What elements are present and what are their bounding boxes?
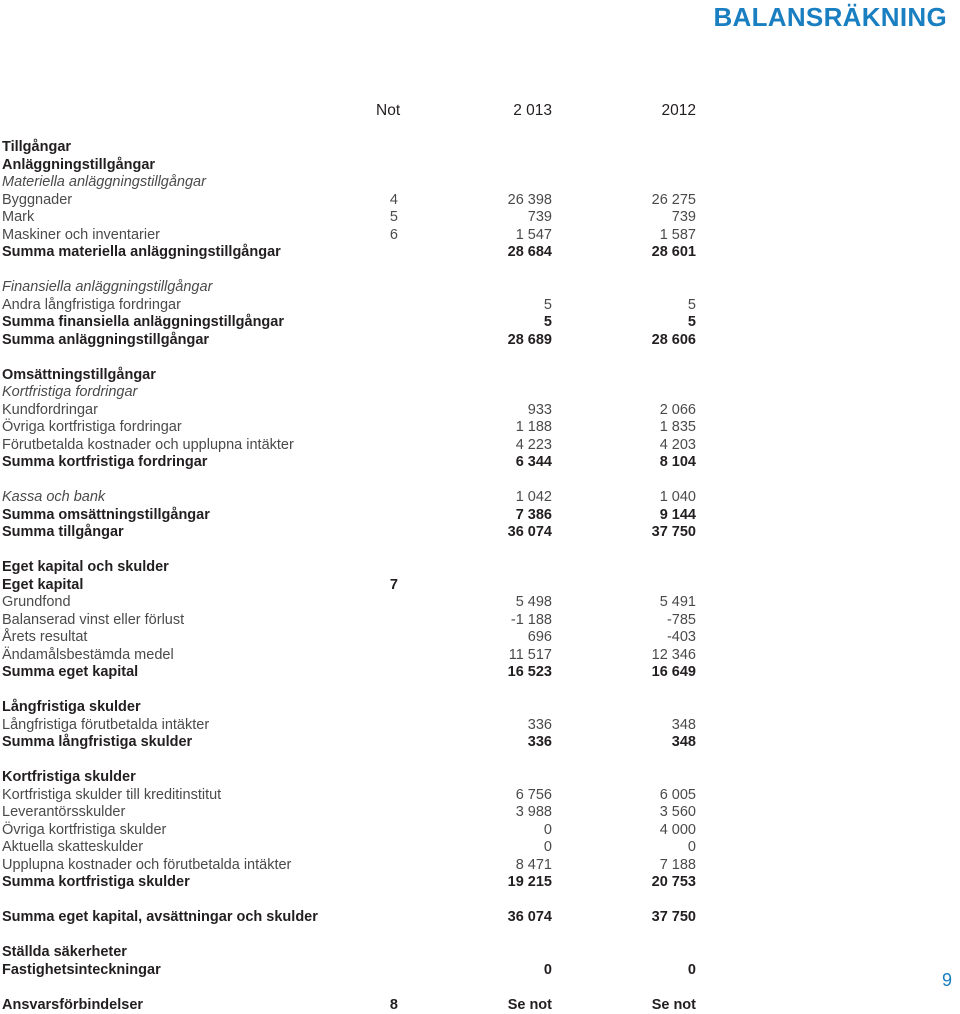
- row-value-year-2: 348: [584, 717, 696, 735]
- row-value-year-1: 28 684: [440, 244, 552, 262]
- row-value-year-1: 1 042: [440, 489, 552, 507]
- row-spacer: [0, 262, 700, 280]
- row-label: Summa anläggningstillgångar: [2, 332, 209, 350]
- row-value-year-1: 16 523: [440, 664, 552, 682]
- page-number: 9: [942, 970, 952, 991]
- row-value-year-1: 11 517: [440, 647, 552, 665]
- table-row: [0, 699, 700, 717]
- row-note: 5: [378, 209, 398, 227]
- row-spacer: [0, 349, 700, 367]
- table-row: [0, 279, 700, 297]
- row-label: Omsättningstillgångar: [2, 367, 156, 385]
- table-row: [0, 577, 700, 595]
- row-note: 8: [378, 997, 398, 1014]
- row-value-year-2: 0: [584, 962, 696, 980]
- row-label: Långfristiga förutbetalda intäkter: [2, 717, 209, 735]
- row-label: Ställda säkerheter: [2, 944, 127, 962]
- row-spacer: [0, 472, 700, 490]
- row-value-year-1: Se not: [440, 997, 552, 1014]
- table-row: [0, 664, 700, 682]
- row-value-year-2: 4 000: [584, 822, 696, 840]
- row-value-year-1: 1 547: [440, 227, 552, 245]
- table-row: [0, 909, 700, 927]
- row-value-year-2: 5 491: [584, 594, 696, 612]
- table-row: [0, 647, 700, 665]
- row-value-year-1: -1 188: [440, 612, 552, 630]
- row-value-year-2: 37 750: [584, 524, 696, 542]
- row-value-year-2: 739: [584, 209, 696, 227]
- row-value-year-2: 2 066: [584, 402, 696, 420]
- row-label: Eget kapital: [2, 577, 83, 595]
- row-label: Maskiner och inventarier: [2, 227, 160, 245]
- row-spacer: [0, 892, 700, 910]
- row-value-year-2: 1 587: [584, 227, 696, 245]
- table-row: [0, 839, 700, 857]
- row-value-year-1: 696: [440, 629, 552, 647]
- table-row: [0, 384, 700, 402]
- table-row: [0, 769, 700, 787]
- row-label: Summa finansiella anläggningstillgångar: [2, 314, 284, 332]
- row-value-year-1: 0: [440, 839, 552, 857]
- row-label: Summa tillgångar: [2, 524, 124, 542]
- row-value-year-1: 336: [440, 734, 552, 752]
- row-value-year-2: 6 005: [584, 787, 696, 805]
- row-label: Årets resultat: [2, 629, 87, 647]
- table-row: [0, 332, 700, 350]
- table-row: [0, 997, 700, 1014]
- row-note: 4: [378, 192, 398, 210]
- table-row: [0, 402, 700, 420]
- row-value-year-2: -403: [584, 629, 696, 647]
- row-label: Grundfond: [2, 594, 71, 612]
- column-header-year-2: 2012: [584, 102, 696, 120]
- row-value-year-1: 26 398: [440, 192, 552, 210]
- row-label: Summa materiella anläggningstillgångar: [2, 244, 281, 262]
- table-row: [0, 157, 700, 175]
- row-label: Leverantörsskulder: [2, 804, 125, 822]
- row-label: Kortfristiga fordringar: [2, 384, 137, 402]
- row-value-year-2: 1 835: [584, 419, 696, 437]
- row-value-year-2: 28 606: [584, 332, 696, 350]
- row-value-year-1: 336: [440, 717, 552, 735]
- table-row: [0, 314, 700, 332]
- table-row: [0, 297, 700, 315]
- page-title: BALANSRÄKNING: [713, 2, 947, 33]
- row-label: Aktuella skatteskulder: [2, 839, 143, 857]
- row-spacer: [0, 752, 700, 770]
- row-value-year-1: 5: [440, 297, 552, 315]
- row-label: Summa långfristiga skulder: [2, 734, 192, 752]
- row-value-year-1: 19 215: [440, 874, 552, 892]
- row-value-year-1: 8 471: [440, 857, 552, 875]
- table-row: [0, 209, 700, 227]
- row-label: Summa eget kapital: [2, 664, 138, 682]
- row-label: Anläggningstillgångar: [2, 157, 155, 175]
- row-value-year-2: 26 275: [584, 192, 696, 210]
- table-row: [0, 594, 700, 612]
- table-row: [0, 367, 700, 385]
- row-label: Andra långfristiga fordringar: [2, 297, 181, 315]
- row-value-year-2: 8 104: [584, 454, 696, 472]
- row-label: Summa kortfristiga skulder: [2, 874, 190, 892]
- row-value-year-1: 739: [440, 209, 552, 227]
- row-value-year-1: 6 756: [440, 787, 552, 805]
- row-label: Eget kapital och skulder: [2, 559, 169, 577]
- row-value-year-1: 36 074: [440, 909, 552, 927]
- row-value-year-2: 3 560: [584, 804, 696, 822]
- balance-sheet-table: [0, 139, 700, 1014]
- row-value-year-1: 1 188: [440, 419, 552, 437]
- table-row: [0, 437, 700, 455]
- row-label: Ansvarsförbindelser: [2, 997, 143, 1014]
- table-row: [0, 857, 700, 875]
- column-header-year-1: 2 013: [440, 102, 552, 120]
- table-row: [0, 227, 700, 245]
- row-label: Upplupna kostnader och förutbetalda intäkter: [2, 857, 291, 875]
- row-label: Byggnader: [2, 192, 72, 210]
- row-value-year-2: 37 750: [584, 909, 696, 927]
- table-row: [0, 717, 700, 735]
- row-label: Tillgångar: [2, 139, 71, 157]
- row-note: 7: [378, 577, 398, 595]
- row-value-year-1: 933: [440, 402, 552, 420]
- row-value-year-2: 12 346: [584, 647, 696, 665]
- table-row: [0, 822, 700, 840]
- table-row: [0, 559, 700, 577]
- column-header-row: [0, 102, 700, 122]
- table-row: [0, 734, 700, 752]
- column-header-note: Not: [376, 102, 400, 120]
- row-value-year-2: 28 601: [584, 244, 696, 262]
- row-value-year-2: 20 753: [584, 874, 696, 892]
- row-label: Övriga kortfristiga fordringar: [2, 419, 182, 437]
- table-row: [0, 524, 700, 542]
- row-value-year-1: 7 386: [440, 507, 552, 525]
- row-value-year-2: -785: [584, 612, 696, 630]
- row-value-year-2: 7 188: [584, 857, 696, 875]
- row-label: Långfristiga skulder: [2, 699, 141, 717]
- row-value-year-1: 36 074: [440, 524, 552, 542]
- row-value-year-2: 16 649: [584, 664, 696, 682]
- row-value-year-2: 9 144: [584, 507, 696, 525]
- row-label: Mark: [2, 209, 34, 227]
- table-row: [0, 489, 700, 507]
- table-row: [0, 454, 700, 472]
- row-value-year-1: 5: [440, 314, 552, 332]
- row-value-year-2: Se not: [584, 997, 696, 1014]
- table-row: [0, 962, 700, 980]
- row-label: Fastighetsinteckningar: [2, 962, 161, 980]
- table-row: [0, 629, 700, 647]
- row-value-year-2: 5: [584, 314, 696, 332]
- row-value-year-2: 0: [584, 839, 696, 857]
- row-spacer: [0, 542, 700, 560]
- table-row: [0, 174, 700, 192]
- row-label: Materiella anläggningstillgångar: [2, 174, 206, 192]
- table-row: [0, 612, 700, 630]
- row-label: Övriga kortfristiga skulder: [2, 822, 166, 840]
- row-spacer: [0, 927, 700, 945]
- table-row: [0, 874, 700, 892]
- table-row: [0, 804, 700, 822]
- row-value-year-1: 0: [440, 962, 552, 980]
- row-value-year-2: 5: [584, 297, 696, 315]
- row-label: Kortfristiga skulder till kreditinstitut: [2, 787, 221, 805]
- table-row: [0, 944, 700, 962]
- table-row: [0, 244, 700, 262]
- row-label: Kortfristiga skulder: [2, 769, 136, 787]
- table-row: [0, 787, 700, 805]
- row-value-year-2: 4 203: [584, 437, 696, 455]
- row-value-year-1: 4 223: [440, 437, 552, 455]
- row-value-year-1: 28 689: [440, 332, 552, 350]
- row-label: Kassa och bank: [2, 489, 105, 507]
- row-label: Summa eget kapital, avsättningar och skulder: [2, 909, 318, 927]
- row-value-year-1: 0: [440, 822, 552, 840]
- table-row: [0, 192, 700, 210]
- row-label: Balanserad vinst eller förlust: [2, 612, 184, 630]
- row-value-year-2: 1 040: [584, 489, 696, 507]
- row-spacer: [0, 682, 700, 700]
- row-label: Summa omsättningstillgångar: [2, 507, 210, 525]
- row-note: 6: [378, 227, 398, 245]
- row-value-year-1: 6 344: [440, 454, 552, 472]
- row-label: Kundfordringar: [2, 402, 98, 420]
- row-label: Ändamålsbestämda medel: [2, 647, 174, 665]
- row-label: Summa kortfristiga fordringar: [2, 454, 207, 472]
- table-row: [0, 139, 700, 157]
- table-row: [0, 507, 700, 525]
- row-value-year-1: 5 498: [440, 594, 552, 612]
- row-label: Förutbetalda kostnader och upplupna intäkter: [2, 437, 294, 455]
- row-value-year-2: 348: [584, 734, 696, 752]
- row-spacer: [0, 979, 700, 997]
- row-value-year-1: 3 988: [440, 804, 552, 822]
- table-row: [0, 419, 700, 437]
- row-label: Finansiella anläggningstillgångar: [2, 279, 212, 297]
